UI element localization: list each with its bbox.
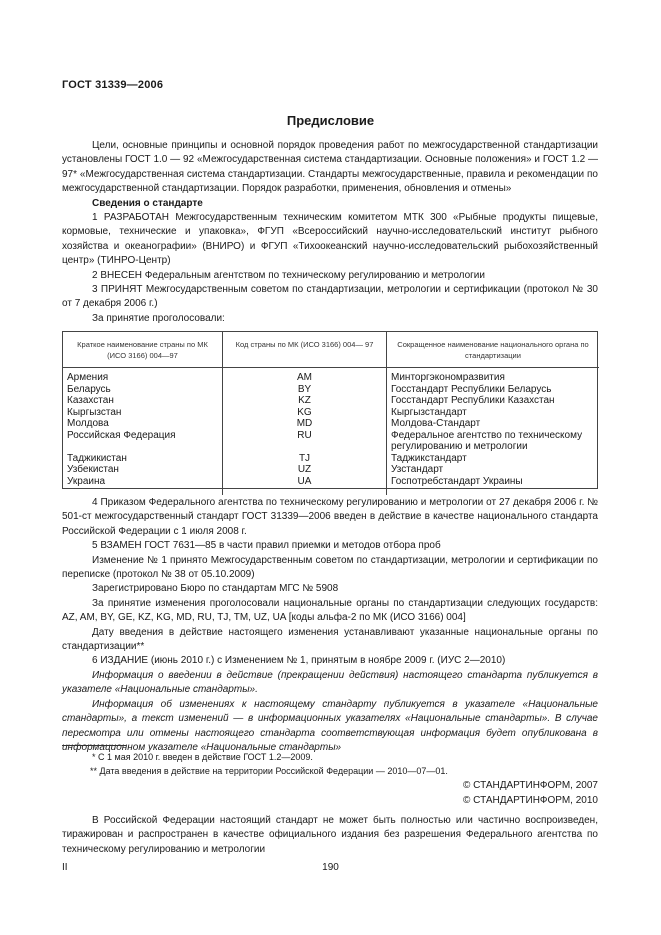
effective-date-paragraph: Дату введения в действие настоящего изменения устанавливают указанные национальные органы по стандартизации** — [62, 626, 598, 653]
table-row — [63, 476, 599, 488]
table-header-body: Сокращенное наименование национального органа по стандартизации — [397, 340, 589, 360]
vote-label: За принятие проголосовали: — [92, 312, 225, 324]
table-cell-code: UA — [223, 476, 387, 488]
page-number: 190 — [322, 862, 339, 873]
table-header-row — [63, 332, 599, 368]
table-row — [63, 372, 599, 384]
voters-paragraph: За принятие изменения проголосовали национальные органы по стандартизации следующих государств: AZ, AM, BY, GE, KZ, KG, MD, RU, TJ, TM, UZ, UA [коды альфа-2 по МК (ИСО 3166) 004] — [62, 597, 598, 624]
table-cell-country: Украина — [63, 476, 223, 488]
table-row — [63, 384, 599, 396]
table-cell-country: Российская Федерация — [63, 430, 223, 453]
table-cell-code: MD — [223, 418, 387, 430]
table-cell-country: Армения — [63, 372, 223, 384]
standard-header: ГОСТ 31339—2006 — [62, 79, 164, 91]
table-cell-body: Таджикстандарт — [391, 452, 467, 464]
copyright-2010: © СТАНДАРТИНФОРМ, 2010 — [463, 795, 598, 806]
body-block — [62, 496, 598, 755]
table-cell-body: Госстандарт Республики Беларусь — [391, 383, 552, 395]
footnotes — [62, 750, 598, 778]
paragraph-6: 6 ИЗДАНИЕ (июнь 2010 г.) с Изменением № 1, принятым в ноябре 2009 г. (ИУС 2—2010) — [92, 655, 506, 667]
paragraph-5: 5 ВЗАМЕН ГОСТ 7631—85 в части правил приемки и методов отбора проб — [92, 540, 441, 552]
table-cell-body: Госпотребстандарт Украины — [391, 475, 523, 487]
table-cell-code: BY — [223, 384, 387, 396]
table-cell-code: AM — [223, 372, 387, 384]
table-cell-country: Беларусь — [63, 384, 223, 396]
table-cell-code: UZ — [223, 464, 387, 476]
table-header-code: Код страны по МК (ИСО 3166) 004— 97 — [223, 332, 387, 368]
table-row — [63, 395, 599, 407]
table-cell-country: Таджикистан — [63, 453, 223, 465]
table-cell-code: KZ — [223, 395, 387, 407]
table-cell-country: Молдова — [63, 418, 223, 430]
copyright-2007: © СТАНДАРТИНФОРМ, 2007 — [463, 780, 598, 791]
table-row — [63, 464, 599, 476]
votes-table — [63, 332, 599, 495]
paragraph-2: 2 ВНЕСЕН Федеральным агентством по техническому регулированию и метрологии — [92, 269, 485, 281]
table-row — [63, 418, 599, 430]
table-cell-code: RU — [223, 430, 387, 453]
roman-page-number: II — [62, 862, 68, 873]
table-header-country: Краткое наименование страны по МК (ИСО 3166) 004—97 — [63, 332, 223, 368]
info-paragraph-1: Информация о введении в действие (прекращении действия) настоящего стандарта публикуется в указателе «Национальные стандарты». — [62, 669, 598, 696]
table-cell-country: Казахстан — [63, 395, 223, 407]
footnote-2: ** Дата введения в действие на территории Российской Федерации — 2010—07—01. — [90, 766, 448, 776]
table-cell-body: Минторгэкономразвития — [391, 372, 505, 383]
notice-block — [62, 814, 598, 857]
table-cell-body: Молдова-Стандарт — [391, 418, 481, 429]
table-body — [63, 368, 599, 496]
table-cell-body: Госстандарт Республики Казахстан — [391, 395, 555, 406]
intro-paragraph: Цели, основные принципы и основной порядок проведения работ по межгосударственной стандартизации установлены ГОСТ 1.0 — 92 «Межгосударственная система стандартизации. Основные положения» и ГОСТ 1.2 — 97* «Межгосударственная система стандартизации. Стандарты межгосударственные, правила и рекомендации по межгосударственной стандартизации. Порядок разработки, применения, обновления и отмены» — [62, 140, 598, 195]
section-heading: Сведения о стандарте — [92, 197, 203, 209]
table-cell-body: Кыргызстандарт — [391, 406, 467, 418]
table-cell-country: Узбекистан — [63, 464, 223, 476]
info-paragraph-2: Информация об изменениях к настоящему стандарту публикуется в указателе «Национальные стандарты», а текст изменений — в информационных указателях «Национальные стандарты». В случае пересмотра или отмены настоящего стандарта соответствующая информация будет опубликована в информационном указателе «Национальные стандарты» — [62, 698, 598, 753]
table-cell-code: TJ — [223, 453, 387, 465]
intro-block — [62, 139, 598, 326]
table-cell-country: Кыргызстан — [63, 407, 223, 419]
footnote-1: * С 1 мая 2010 г. введен в действие ГОСТ 1.2—2009. — [92, 752, 313, 762]
registration-paragraph: Зарегистрировано Бюро по стандартам МГС № 5908 — [92, 583, 339, 595]
table-row — [63, 407, 599, 419]
reproduction-notice: В Российской Федерации настоящий стандарт не может быть полностью или частично воспроизведен, тиражирован и распространен в качестве официального издания без разрешения Федерального агентства по техническому регулированию и метрологии — [62, 815, 598, 855]
table-cell-body: Федеральное агентство по техническому регулированию и метрологии — [391, 429, 583, 452]
paragraph-1: 1 РАЗРАБОТАН Межгосударственным техническим комитетом МТК 300 «Рыбные продукты пищевые, кормовые, технические и упаковка», ФГУП «Всероссийский научно-исследовательский институт рыбного хозяйства и океанографии» (ВНИРО) и ФГУП «Тихоокеанский научно-исследовательский рыбохозяйственный центр» (ТИНРО-Центр) — [62, 212, 598, 267]
amendment-paragraph: Изменение № 1 принято Межгосударственным советом по стандартизации, метрологии и сертификации по переписке (протокол № 38 от 05.10.2009) — [62, 554, 598, 581]
votes-table-frame — [62, 331, 598, 489]
table-row — [63, 430, 599, 453]
footnote-divider — [62, 745, 126, 746]
page-title: Предисловие — [286, 113, 375, 128]
table-cell-code: KG — [223, 407, 387, 419]
table-cell-body: Узстандарт — [391, 464, 444, 475]
table-row — [63, 453, 599, 465]
paragraph-4: 4 Приказом Федерального агентства по техническому регулированию и метрологии от 27 декабря 2006 г. № 501-ст межгосударственный стандарт ГОСТ 31339—2006 введен в действие в качестве национального стандарта Российской Федерации с 1 июля 2008 г. — [62, 497, 598, 537]
paragraph-3: 3 ПРИНЯТ Межгосударственным советом по стандартизации, метрологии и сертификации (протокол № 30 от 7 декабря 2006 г.) — [62, 284, 598, 310]
